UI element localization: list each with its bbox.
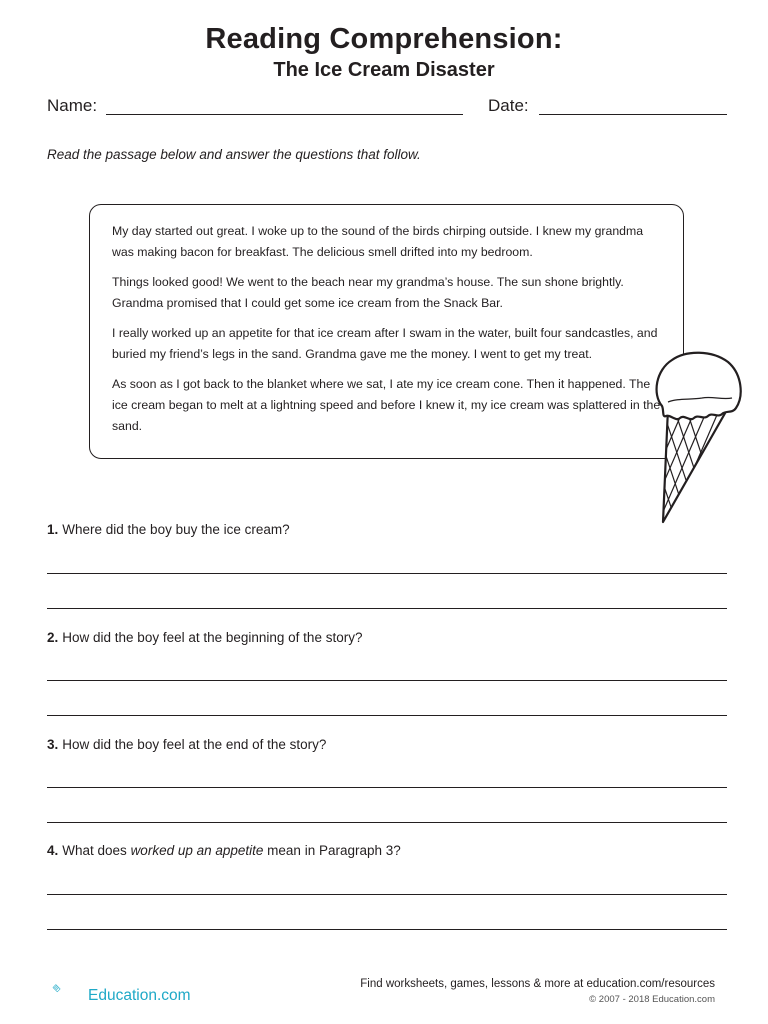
question-number: 3. [47,737,59,752]
answer-line-2b[interactable] [47,715,727,716]
instructions-text: Read the passage below and answer the questions that follow. [47,147,421,162]
question-2 [47,629,362,647]
question-number: 2. [47,630,59,645]
answer-line-3b[interactable] [47,822,727,823]
question-text-after: mean in Paragraph 3? [263,843,401,858]
education-logo-text[interactable]: Education.com [88,987,191,1004]
worksheet-title: Reading Comprehension: [205,23,563,55]
worksheet-subtitle: The Ice Cream Disaster [273,59,495,81]
passage-paragraph-3: I really worked up an appetite for that ice cream after I swam in the water, built four sandcastles, and buried my friend’s legs in the sand. Grandma gave me the money. I went to get my treat. [112,326,658,361]
question-text: How did the boy feel at the beginning of the story? [62,630,363,645]
question-1 [47,521,290,539]
answer-line-4a[interactable] [47,894,727,895]
question-4 [47,842,401,860]
education-logo-icon[interactable] [52,970,88,1006]
passage-paragraph-1: My day started out great. I woke up to the sound of the birds chirping outside. I knew my grandma was making bacon for breakfast. The delicious smell drifted into my bedroom. [112,224,644,259]
question-text-italic: worked up an appetite [130,843,264,858]
answer-line-1b[interactable] [47,608,727,609]
question-text-before: What does [62,843,131,858]
date-label: Date: [488,96,529,115]
answer-line-2a[interactable] [47,680,727,681]
answer-line-4b[interactable] [47,929,727,930]
passage-paragraph-4: As soon as I got back to the blanket where we sat, I ate my ice cream cone. Then it happened. The ice cream began to melt at a lightning speed and before I knew it, my ice cream was splattered in the sand. [112,377,661,433]
copyright-text: © 2007 - 2018 Education.com [589,994,715,1005]
question-text: Where did the boy buy the ice cream? [62,522,290,537]
question-number: 1. [47,522,59,537]
question-3 [47,736,326,754]
passage-paragraph-2: Things looked good! We went to the beach near my grandma’s house. The sun shone brightly. Grandma promised that I could get some ice cream from the Snack Bar. [112,275,624,310]
ice-cream-cone-icon [650,348,746,528]
name-field[interactable] [106,114,463,115]
answer-line-1a[interactable] [47,573,727,574]
question-text: How did the boy feel at the end of the story? [62,737,327,752]
date-field[interactable] [539,114,727,115]
footer-tagline[interactable]: Find worksheets, games, lessons & more at education.com/resources [360,978,715,990]
name-label: Name: [47,96,98,115]
passage-box [89,204,684,459]
question-number: 4. [47,843,59,858]
answer-line-3a[interactable] [47,787,727,788]
